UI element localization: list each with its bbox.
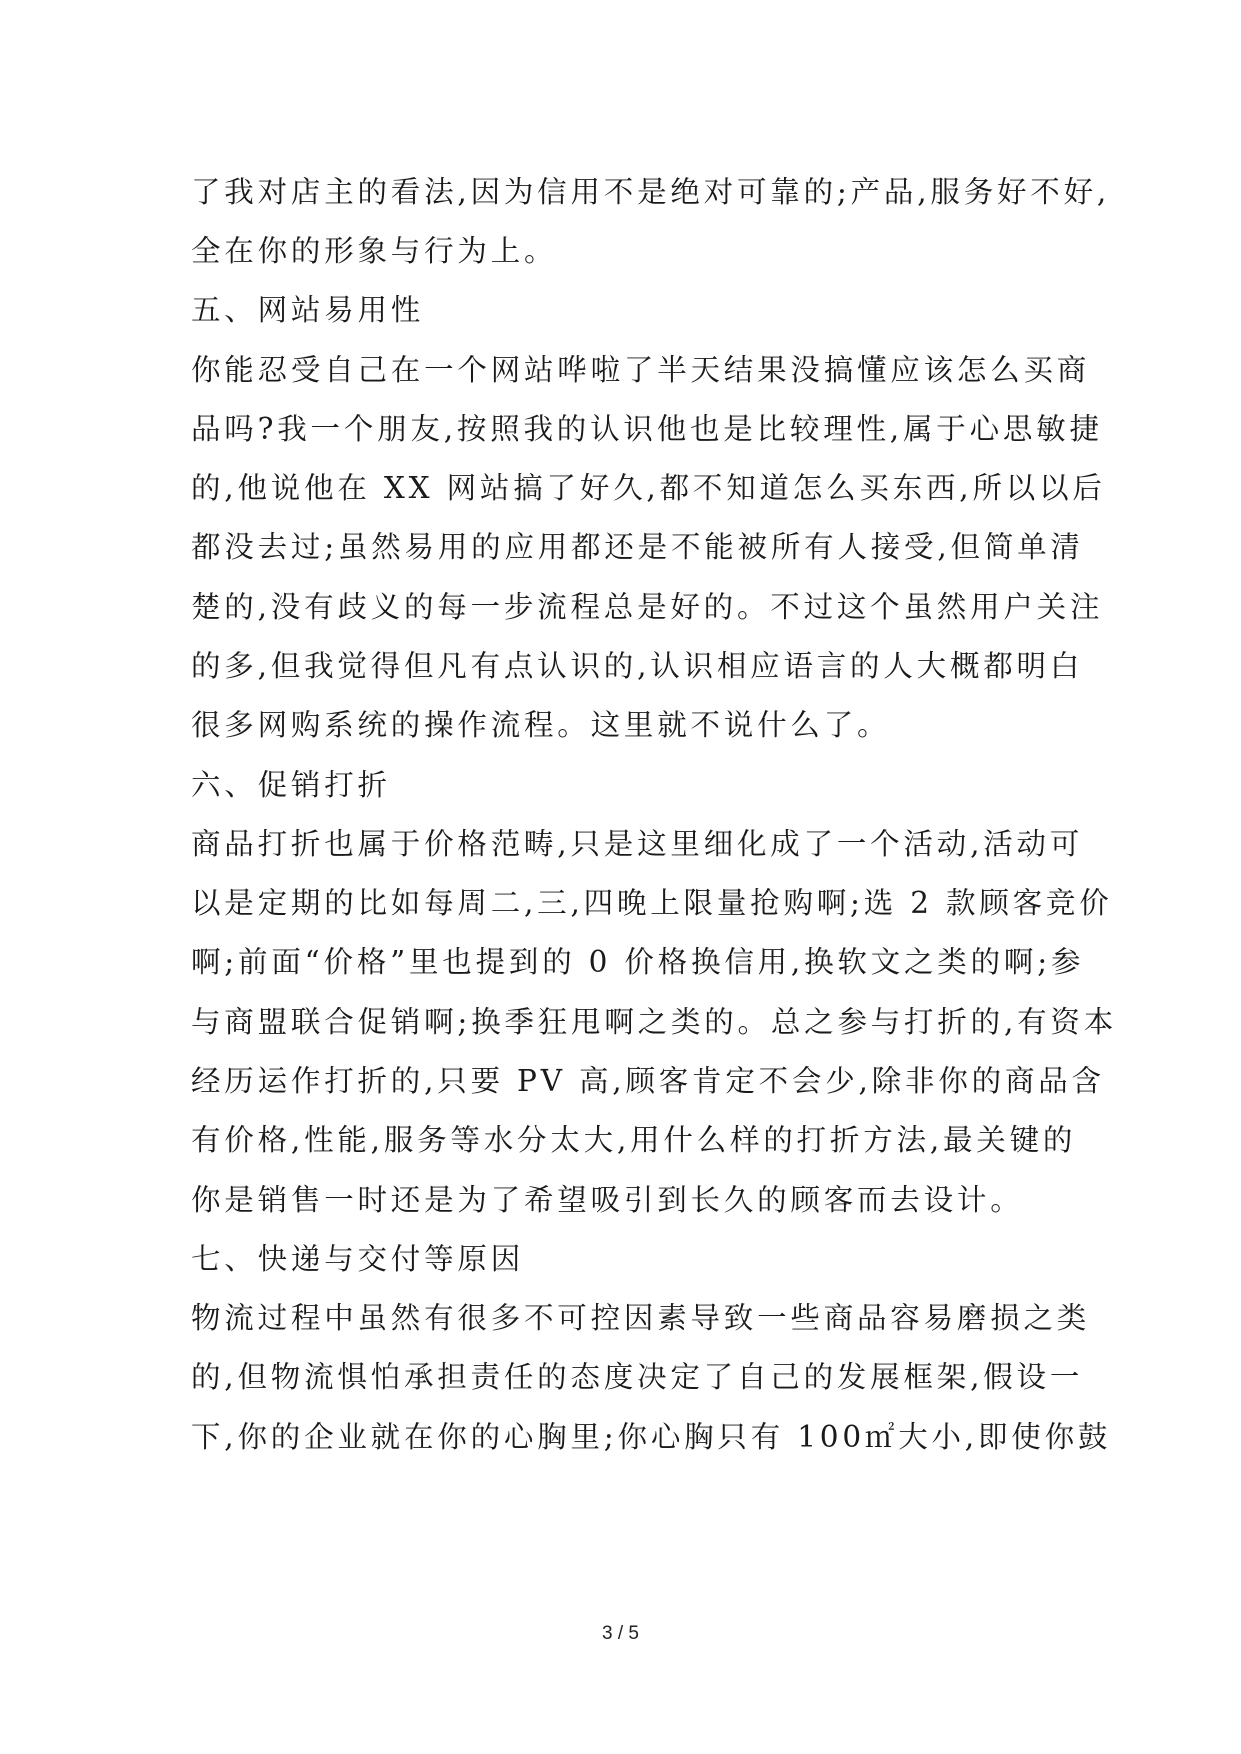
body-text-line: 的多,但我觉得但凡有点认识的,认识相应语言的人大概都明白 [191,649,1084,683]
section-heading: 七、快递与交付等原因 [191,1242,525,1276]
body-text-line: 与商盟联合促销啊;换季狂甩啊之类的。总之参与打折的,有资本 [191,1005,1118,1039]
body-text-line: 很多网购系统的操作流程。这里就不说什么了。 [191,708,891,742]
body-text-line: 啊;前面“价格”里也提到的 0 价格换信用,换软文之类的啊;参 [191,945,1085,979]
body-text-line: 的,但物流惧怕承担责任的态度决定了自己的发展框架,假设一 [191,1360,1084,1394]
body-text-line: 以是定期的比如每周二,三,四晚上限量抢购啊;选 2 款顾客竞价 [191,886,1113,920]
body-text-line: 物流过程中虽然有很多不可控因素导致一些商品容易磨损之类 [191,1301,1091,1335]
page-number: 3 / 5 [602,1623,639,1644]
body-text-line: 下,你的企业就在你的心胸里;你心胸只有 100㎡大小,即使你鼓 [191,1420,1112,1454]
body-text-line: 全在你的形象与行为上。 [191,234,558,268]
body-text-line: 了我对店主的看法,因为信用不是绝对可靠的;产品,服务好不好, [191,175,1111,209]
body-text-line: 的,他说他在 XX 网站搞了好久,都不知道怎么买东西,所以以后 [191,471,1106,505]
body-text-line: 你能忍受自己在一个网站哗啦了半天结果没搞懂应该怎么买商 [191,353,1091,387]
section-heading: 六、促销打折 [191,768,391,802]
section-heading: 五、网站易用性 [191,293,425,327]
body-text-line: 品吗?我一个朋友,按照我的认识他也是比较理性,属于心思敏捷 [191,412,1103,446]
body-text-line: 有价格,性能,服务等水分太大,用什么样的打折方法,最关键的 [191,1123,1077,1157]
body-text-line: 你是销售一时还是为了希望吸引到长久的顾客而去设计。 [191,1183,1024,1217]
body-text-line: 楚的,没有歧义的每一步流程总是好的。不过这个虽然用户关注 [191,590,1104,624]
body-text-line: 都没去过;虽然易用的应用都还是不能被所有人接受,但简单清 [191,530,1084,564]
body-text-line: 商品打折也属于价格范畴,只是这里细化成了一个活动,活动可 [191,827,1084,861]
body-text-line: 经历运作打折的,只要 PV 高,顾客肯定不会少,除非你的商品含 [191,1064,1105,1098]
